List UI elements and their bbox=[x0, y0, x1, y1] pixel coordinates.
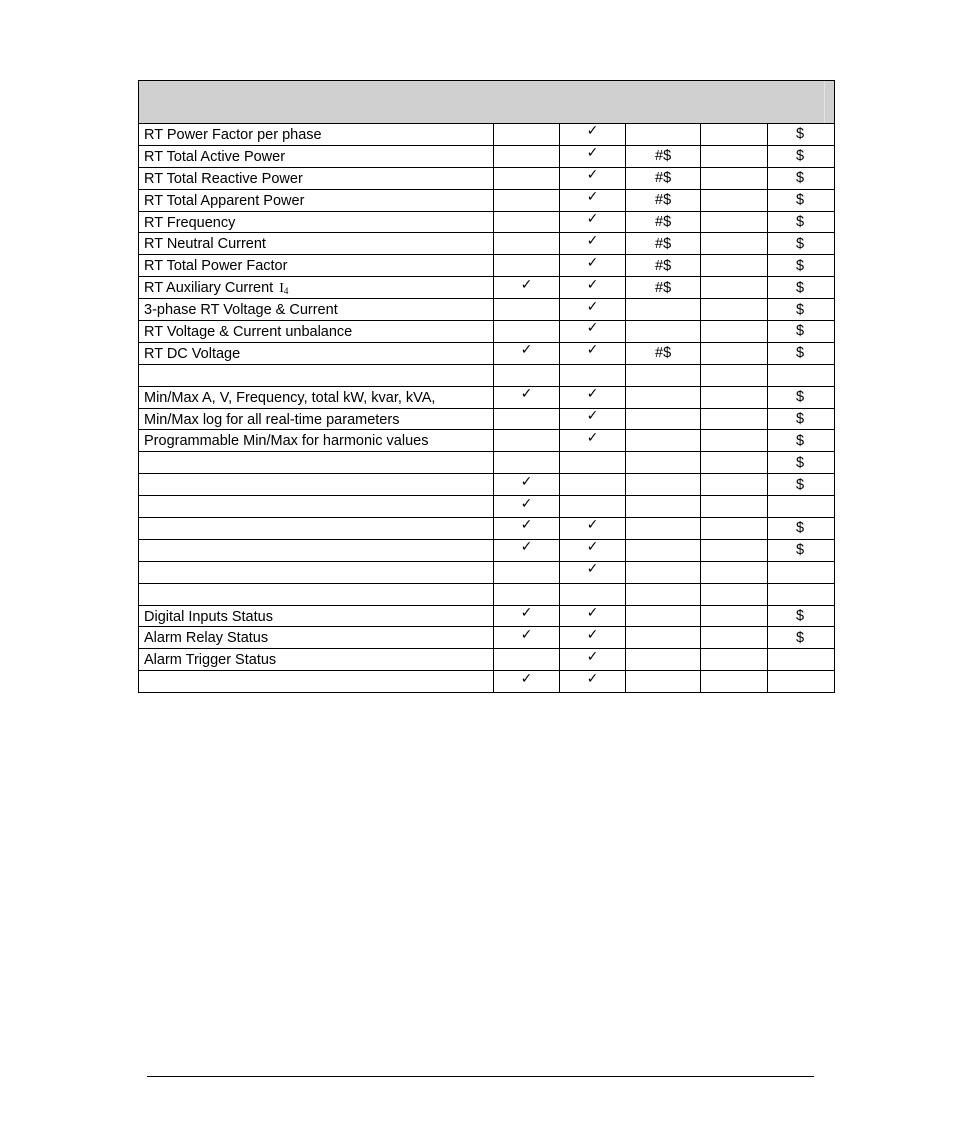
row-cell-e bbox=[768, 430, 835, 452]
row-cell-e bbox=[768, 539, 835, 561]
row-cell-a bbox=[494, 386, 560, 408]
row-cell-d bbox=[701, 539, 768, 561]
row-cell-b bbox=[560, 211, 626, 233]
row-cell-c bbox=[626, 386, 701, 408]
availability-mark: $ bbox=[796, 192, 805, 209]
availability-mark: $ bbox=[796, 542, 805, 559]
row-cell-d bbox=[701, 277, 768, 299]
checkmark-icon: ✓ bbox=[586, 605, 599, 622]
row-cell-d bbox=[701, 408, 768, 430]
row-feature-name bbox=[139, 299, 494, 321]
availability-mark: $ bbox=[796, 411, 805, 428]
row-cell-a bbox=[494, 539, 560, 561]
feature-label: Min/Max log for all real-time parameters bbox=[144, 411, 400, 428]
feature-label: Programmable Min/Max for harmonic values bbox=[144, 433, 429, 450]
checkmark-icon: ✓ bbox=[586, 298, 599, 315]
checkmark-icon: ✓ bbox=[520, 626, 533, 643]
footer-divider bbox=[147, 1076, 814, 1077]
table-row bbox=[139, 583, 835, 605]
row-cell-d bbox=[701, 189, 768, 211]
table-row bbox=[139, 671, 835, 693]
row-cell-b bbox=[560, 408, 626, 430]
availability-mark: $ bbox=[796, 235, 805, 252]
row-cell-a bbox=[494, 452, 560, 474]
row-cell-c bbox=[626, 167, 701, 189]
row-cell-a bbox=[494, 605, 560, 627]
row-cell-b bbox=[560, 255, 626, 277]
feature-label: RT Total Active Power bbox=[144, 148, 286, 165]
row-cell-e bbox=[768, 649, 835, 671]
row-cell-b bbox=[560, 518, 626, 540]
checkmark-icon: ✓ bbox=[586, 232, 599, 249]
row-cell-d bbox=[701, 255, 768, 277]
row-cell-b bbox=[560, 496, 626, 518]
availability-mark: $ bbox=[796, 301, 805, 318]
availability-mark: $ bbox=[796, 629, 805, 646]
row-cell-d bbox=[701, 167, 768, 189]
row-cell-c bbox=[626, 321, 701, 343]
header-cell-c bbox=[626, 81, 701, 124]
table-row bbox=[139, 299, 835, 321]
row-cell-a bbox=[494, 671, 560, 693]
availability-mark: #$ bbox=[655, 257, 672, 274]
table-row bbox=[139, 145, 835, 167]
row-cell-c bbox=[626, 408, 701, 430]
row-cell-a bbox=[494, 583, 560, 605]
row-cell-b bbox=[560, 233, 626, 255]
row-cell-e bbox=[768, 299, 835, 321]
table-row bbox=[139, 277, 835, 299]
availability-mark: $ bbox=[796, 323, 805, 340]
row-feature-name bbox=[139, 364, 494, 386]
row-cell-b bbox=[560, 605, 626, 627]
row-feature-name bbox=[139, 605, 494, 627]
row-cell-d bbox=[701, 627, 768, 649]
row-cell-e bbox=[768, 255, 835, 277]
table-row bbox=[139, 474, 835, 496]
row-feature-name bbox=[139, 145, 494, 167]
table-row bbox=[139, 233, 835, 255]
row-feature-name bbox=[139, 649, 494, 671]
checkmark-icon: ✓ bbox=[586, 123, 599, 140]
row-cell-a bbox=[494, 167, 560, 189]
row-cell-c bbox=[626, 189, 701, 211]
row-cell-c bbox=[626, 671, 701, 693]
feature-table bbox=[138, 80, 835, 693]
row-feature-name bbox=[139, 342, 494, 364]
checkmark-icon: ✓ bbox=[586, 189, 599, 206]
checkmark-icon: ✓ bbox=[586, 276, 599, 293]
row-cell-e bbox=[768, 145, 835, 167]
row-feature-name bbox=[139, 321, 494, 343]
table-row bbox=[139, 255, 835, 277]
feature-label: Digital Inputs Status bbox=[144, 608, 273, 625]
table-row bbox=[139, 167, 835, 189]
row-feature-name bbox=[139, 583, 494, 605]
availability-mark: $ bbox=[796, 279, 805, 296]
row-cell-b bbox=[560, 342, 626, 364]
feature-label: RT Total Reactive Power bbox=[144, 170, 303, 187]
current-symbol-letter: I bbox=[279, 280, 284, 296]
table-row bbox=[139, 342, 835, 364]
row-cell-b bbox=[560, 452, 626, 474]
row-cell-e bbox=[768, 583, 835, 605]
row-cell-c bbox=[626, 255, 701, 277]
checkmark-icon: ✓ bbox=[586, 408, 599, 425]
row-cell-d bbox=[701, 145, 768, 167]
availability-mark: $ bbox=[796, 454, 805, 471]
row-cell-a bbox=[494, 430, 560, 452]
row-feature-name bbox=[139, 386, 494, 408]
row-feature-name bbox=[139, 496, 494, 518]
feature-label: 3-phase RT Voltage & Current bbox=[144, 302, 338, 319]
checkmark-icon: ✓ bbox=[520, 342, 533, 359]
table-row bbox=[139, 452, 835, 474]
feature-label: RT DC Voltage bbox=[144, 345, 241, 362]
row-cell-b bbox=[560, 321, 626, 343]
availability-mark: $ bbox=[796, 520, 805, 537]
current-symbol-index: 4 bbox=[283, 285, 289, 296]
row-feature-name bbox=[139, 167, 494, 189]
row-cell-c bbox=[626, 474, 701, 496]
row-cell-b bbox=[560, 277, 626, 299]
row-cell-e bbox=[768, 605, 835, 627]
checkmark-icon: ✓ bbox=[586, 561, 599, 578]
row-cell-c bbox=[626, 299, 701, 321]
row-cell-d bbox=[701, 452, 768, 474]
table-row bbox=[139, 627, 835, 649]
feature-label: RT Power Factor per phase bbox=[144, 126, 322, 143]
row-cell-a bbox=[494, 277, 560, 299]
table-row bbox=[139, 189, 835, 211]
availability-mark: #$ bbox=[655, 170, 672, 187]
checkmark-icon: ✓ bbox=[586, 670, 599, 687]
availability-mark: #$ bbox=[655, 148, 672, 165]
row-cell-d bbox=[701, 124, 768, 146]
table-row bbox=[139, 605, 835, 627]
row-feature-name bbox=[139, 255, 494, 277]
row-cell-c bbox=[626, 605, 701, 627]
checkmark-icon: ✓ bbox=[586, 626, 599, 643]
row-cell-e bbox=[768, 342, 835, 364]
row-cell-b bbox=[560, 627, 626, 649]
row-cell-b bbox=[560, 124, 626, 146]
table-body bbox=[139, 124, 835, 693]
row-cell-a bbox=[494, 561, 560, 583]
row-cell-b bbox=[560, 189, 626, 211]
availability-mark: $ bbox=[796, 170, 805, 187]
row-cell-d bbox=[701, 474, 768, 496]
checkmark-icon: ✓ bbox=[586, 517, 599, 534]
row-cell-a bbox=[494, 255, 560, 277]
header-row bbox=[139, 81, 835, 124]
feature-label: Alarm Relay Status bbox=[144, 630, 269, 647]
row-cell-e bbox=[768, 233, 835, 255]
row-cell-e bbox=[768, 189, 835, 211]
row-feature-name bbox=[139, 124, 494, 146]
availability-mark: $ bbox=[796, 148, 805, 165]
availability-mark: $ bbox=[796, 476, 805, 493]
row-cell-b bbox=[560, 364, 626, 386]
availability-mark: $ bbox=[796, 389, 805, 406]
row-feature-name bbox=[139, 561, 494, 583]
row-cell-a bbox=[494, 211, 560, 233]
feature-label: RT Frequency bbox=[144, 214, 236, 231]
row-feature-name bbox=[139, 518, 494, 540]
checkmark-icon: ✓ bbox=[520, 605, 533, 622]
row-cell-c bbox=[626, 583, 701, 605]
row-cell-e bbox=[768, 474, 835, 496]
row-cell-c bbox=[626, 496, 701, 518]
table-row bbox=[139, 518, 835, 540]
checkmark-icon: ✓ bbox=[586, 211, 599, 227]
table-row bbox=[139, 649, 835, 671]
header-cell-a bbox=[494, 81, 560, 124]
availability-mark: $ bbox=[796, 432, 805, 449]
row-cell-d bbox=[701, 561, 768, 583]
current-symbol bbox=[279, 281, 288, 296]
row-cell-b bbox=[560, 145, 626, 167]
row-cell-c bbox=[626, 649, 701, 671]
row-cell-d bbox=[701, 299, 768, 321]
row-cell-a bbox=[494, 408, 560, 430]
table-row bbox=[139, 539, 835, 561]
row-cell-e bbox=[768, 496, 835, 518]
availability-mark: #$ bbox=[655, 235, 672, 252]
row-cell-c bbox=[626, 124, 701, 146]
table-header bbox=[139, 81, 835, 124]
checkmark-icon: ✓ bbox=[520, 670, 533, 687]
row-cell-d bbox=[701, 583, 768, 605]
row-cell-c bbox=[626, 342, 701, 364]
checkmark-icon: ✓ bbox=[586, 167, 599, 184]
row-cell-a bbox=[494, 649, 560, 671]
checkmark-icon: ✓ bbox=[586, 429, 599, 446]
row-cell-a bbox=[494, 299, 560, 321]
availability-mark: $ bbox=[796, 126, 805, 143]
row-feature-name bbox=[139, 671, 494, 693]
feature-label: RT Auxiliary Current bbox=[144, 279, 274, 296]
row-cell-a bbox=[494, 321, 560, 343]
row-feature-name bbox=[139, 408, 494, 430]
availability-mark: $ bbox=[796, 214, 805, 230]
table-row bbox=[139, 430, 835, 452]
checkmark-icon: ✓ bbox=[520, 473, 533, 490]
row-cell-e bbox=[768, 452, 835, 474]
row-feature-name bbox=[139, 233, 494, 255]
row-cell-a bbox=[494, 474, 560, 496]
row-cell-b bbox=[560, 386, 626, 408]
feature-label: RT Voltage & Current unbalance bbox=[144, 323, 353, 340]
feature-label: Alarm Trigger Status bbox=[144, 652, 277, 669]
availability-mark: $ bbox=[796, 257, 805, 274]
checkmark-icon: ✓ bbox=[586, 386, 599, 403]
row-cell-d bbox=[701, 321, 768, 343]
row-feature-name bbox=[139, 189, 494, 211]
checkmark-icon: ✓ bbox=[520, 276, 533, 293]
row-feature-name bbox=[139, 277, 494, 299]
row-cell-a bbox=[494, 145, 560, 167]
availability-mark: $ bbox=[796, 608, 805, 625]
row-cell-e bbox=[768, 561, 835, 583]
row-cell-b bbox=[560, 299, 626, 321]
row-cell-c bbox=[626, 518, 701, 540]
table-row bbox=[139, 561, 835, 583]
row-feature-name bbox=[139, 452, 494, 474]
row-cell-e bbox=[768, 671, 835, 693]
row-cell-e bbox=[768, 211, 835, 233]
row-cell-d bbox=[701, 518, 768, 540]
checkmark-icon: ✓ bbox=[586, 320, 599, 337]
row-cell-d bbox=[701, 233, 768, 255]
row-cell-d bbox=[701, 342, 768, 364]
row-cell-c bbox=[626, 430, 701, 452]
row-cell-b bbox=[560, 561, 626, 583]
row-cell-e bbox=[768, 321, 835, 343]
checkmark-icon: ✓ bbox=[520, 539, 533, 556]
availability-mark: $ bbox=[796, 345, 805, 362]
row-cell-c bbox=[626, 452, 701, 474]
row-cell-e bbox=[768, 364, 835, 386]
row-cell-a bbox=[494, 496, 560, 518]
table-row bbox=[139, 408, 835, 430]
row-cell-a bbox=[494, 124, 560, 146]
row-cell-c bbox=[626, 627, 701, 649]
availability-mark: #$ bbox=[655, 214, 672, 230]
row-cell-a bbox=[494, 233, 560, 255]
header-cell-b bbox=[560, 81, 626, 124]
row-cell-c bbox=[626, 539, 701, 561]
table-row bbox=[139, 386, 835, 408]
row-cell-a bbox=[494, 364, 560, 386]
row-cell-d bbox=[701, 649, 768, 671]
table-row bbox=[139, 321, 835, 343]
row-feature-name bbox=[139, 539, 494, 561]
row-cell-d bbox=[701, 211, 768, 233]
row-cell-b bbox=[560, 671, 626, 693]
row-feature-name bbox=[139, 211, 494, 233]
table-row bbox=[139, 211, 835, 233]
row-feature-name bbox=[139, 627, 494, 649]
availability-mark: #$ bbox=[655, 345, 672, 362]
feature-label: RT Total Apparent Power bbox=[144, 192, 305, 209]
checkmark-icon: ✓ bbox=[586, 648, 599, 665]
checkmark-icon: ✓ bbox=[586, 254, 599, 271]
row-cell-a bbox=[494, 189, 560, 211]
checkmark-icon: ✓ bbox=[520, 386, 533, 403]
row-cell-e bbox=[768, 386, 835, 408]
row-cell-b bbox=[560, 430, 626, 452]
header-cell-d bbox=[701, 81, 768, 124]
checkmark-icon: ✓ bbox=[586, 539, 599, 556]
row-cell-b bbox=[560, 474, 626, 496]
row-cell-c bbox=[626, 211, 701, 233]
row-cell-d bbox=[701, 605, 768, 627]
row-cell-e bbox=[768, 124, 835, 146]
row-feature-name bbox=[139, 430, 494, 452]
row-cell-e bbox=[768, 408, 835, 430]
row-cell-d bbox=[701, 671, 768, 693]
checkmark-icon: ✓ bbox=[586, 145, 599, 162]
checkmark-icon: ✓ bbox=[520, 517, 533, 534]
availability-mark: #$ bbox=[655, 192, 672, 209]
checkmark-icon: ✓ bbox=[520, 495, 533, 512]
header-cell-name bbox=[139, 81, 494, 124]
row-cell-c bbox=[626, 233, 701, 255]
row-cell-b bbox=[560, 649, 626, 671]
row-cell-d bbox=[701, 386, 768, 408]
row-cell-b bbox=[560, 583, 626, 605]
table-row bbox=[139, 364, 835, 386]
row-cell-e bbox=[768, 518, 835, 540]
row-cell-e bbox=[768, 167, 835, 189]
row-cell-c bbox=[626, 561, 701, 583]
feature-label: Min/Max A, V, Frequency, total kW, kvar, kVA, bbox=[144, 389, 436, 406]
row-cell-b bbox=[560, 539, 626, 561]
row-cell-a bbox=[494, 518, 560, 540]
row-cell-e bbox=[768, 277, 835, 299]
row-feature-name bbox=[139, 474, 494, 496]
row-cell-a bbox=[494, 342, 560, 364]
row-cell-b bbox=[560, 167, 626, 189]
row-cell-a bbox=[494, 627, 560, 649]
row-cell-c bbox=[626, 364, 701, 386]
feature-label: RT Neutral Current bbox=[144, 236, 266, 253]
feature-label: RT Total Power Factor bbox=[144, 258, 288, 275]
availability-mark: #$ bbox=[655, 279, 672, 296]
header-cell-e bbox=[768, 81, 835, 124]
row-cell-d bbox=[701, 364, 768, 386]
row-cell-c bbox=[626, 277, 701, 299]
row-cell-c bbox=[626, 145, 701, 167]
table-row bbox=[139, 124, 835, 146]
checkmark-icon: ✓ bbox=[586, 342, 599, 359]
table-row bbox=[139, 496, 835, 518]
row-cell-d bbox=[701, 496, 768, 518]
row-cell-d bbox=[701, 430, 768, 452]
row-cell-e bbox=[768, 627, 835, 649]
